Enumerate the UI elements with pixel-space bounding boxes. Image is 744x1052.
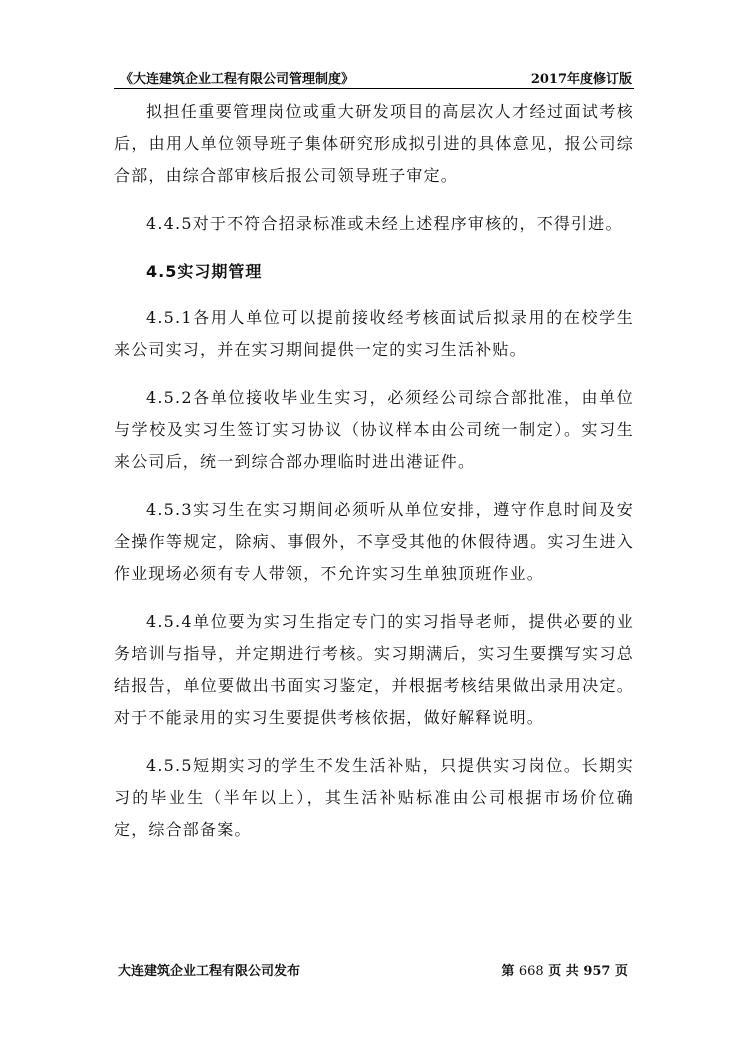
header-version: 2017年度修订版: [530, 72, 632, 87]
footer-publisher: 大连建筑企业工程有限公司发布: [118, 964, 301, 979]
paragraph: 4.5.4单位要为实习生指定专门的实习指导老师，提供必要的业务培训与指导，并定期进行考核。实习期满后，实习生要撰写实习总结报告，单位要做出书面实习鉴定，并根据考核结果做出录用决定。对于不能录用的实习生要提供考核依据，做好解释说明。: [114, 612, 634, 727]
header-title: 《大连建筑企业工程有限公司管理制度》: [120, 72, 355, 87]
paragraph: 4.5.1各用人单位可以提前接收经考核面试后拟录用的在校学生来公司实习，并在实习期间提供一定的实习生活补贴。: [114, 308, 634, 359]
paragraph: 拟担任重要管理岗位或重大研发项目的高层次人才经过面试考核后，由用人单位领导班子集体研究形成拟引进的具体意见，报公司综合部，由综合部审核后报公司领导班子审定。: [114, 102, 634, 185]
page-header: [114, 66, 634, 89]
paragraph: 4.5.3实习生在实习期间必须听从单位安排，遵守作息时间及安全操作等规定，除病、事假外，不享受其他的休假待遇。实习生进入作业现场必须有专人带领，不允许实习生单独顶班作业。: [114, 500, 634, 583]
page-middle: 页 共: [548, 964, 579, 979]
page-current: 668: [518, 964, 544, 979]
paragraph: 4.4.5对于不符合招录标准或未经上述程序审核的，不得引进。: [146, 214, 623, 233]
document-body: [114, 96, 634, 862]
page-total: 957: [583, 964, 611, 979]
paragraph: 4.5.2各单位接收毕业生实习，必须经公司综合部批准，由单位与学校及实习生签订实习协议（协议样本由公司统一制定）。实习生来公司后，统一到综合部办理临时进出港证件。: [114, 388, 634, 471]
page-suffix: 页: [614, 964, 628, 979]
page-footer: [114, 960, 634, 982]
section-heading: 4.5实习期管理: [146, 262, 263, 281]
paragraph: 4.5.5短期实习的学生不发生活补贴，只提供实习岗位。长期实习的毕业生（半年以上），其生活补贴标准由公司根据市场价位确定，综合部备案。: [114, 756, 634, 839]
page-number: [501, 960, 628, 979]
page-prefix: 第: [501, 964, 515, 979]
